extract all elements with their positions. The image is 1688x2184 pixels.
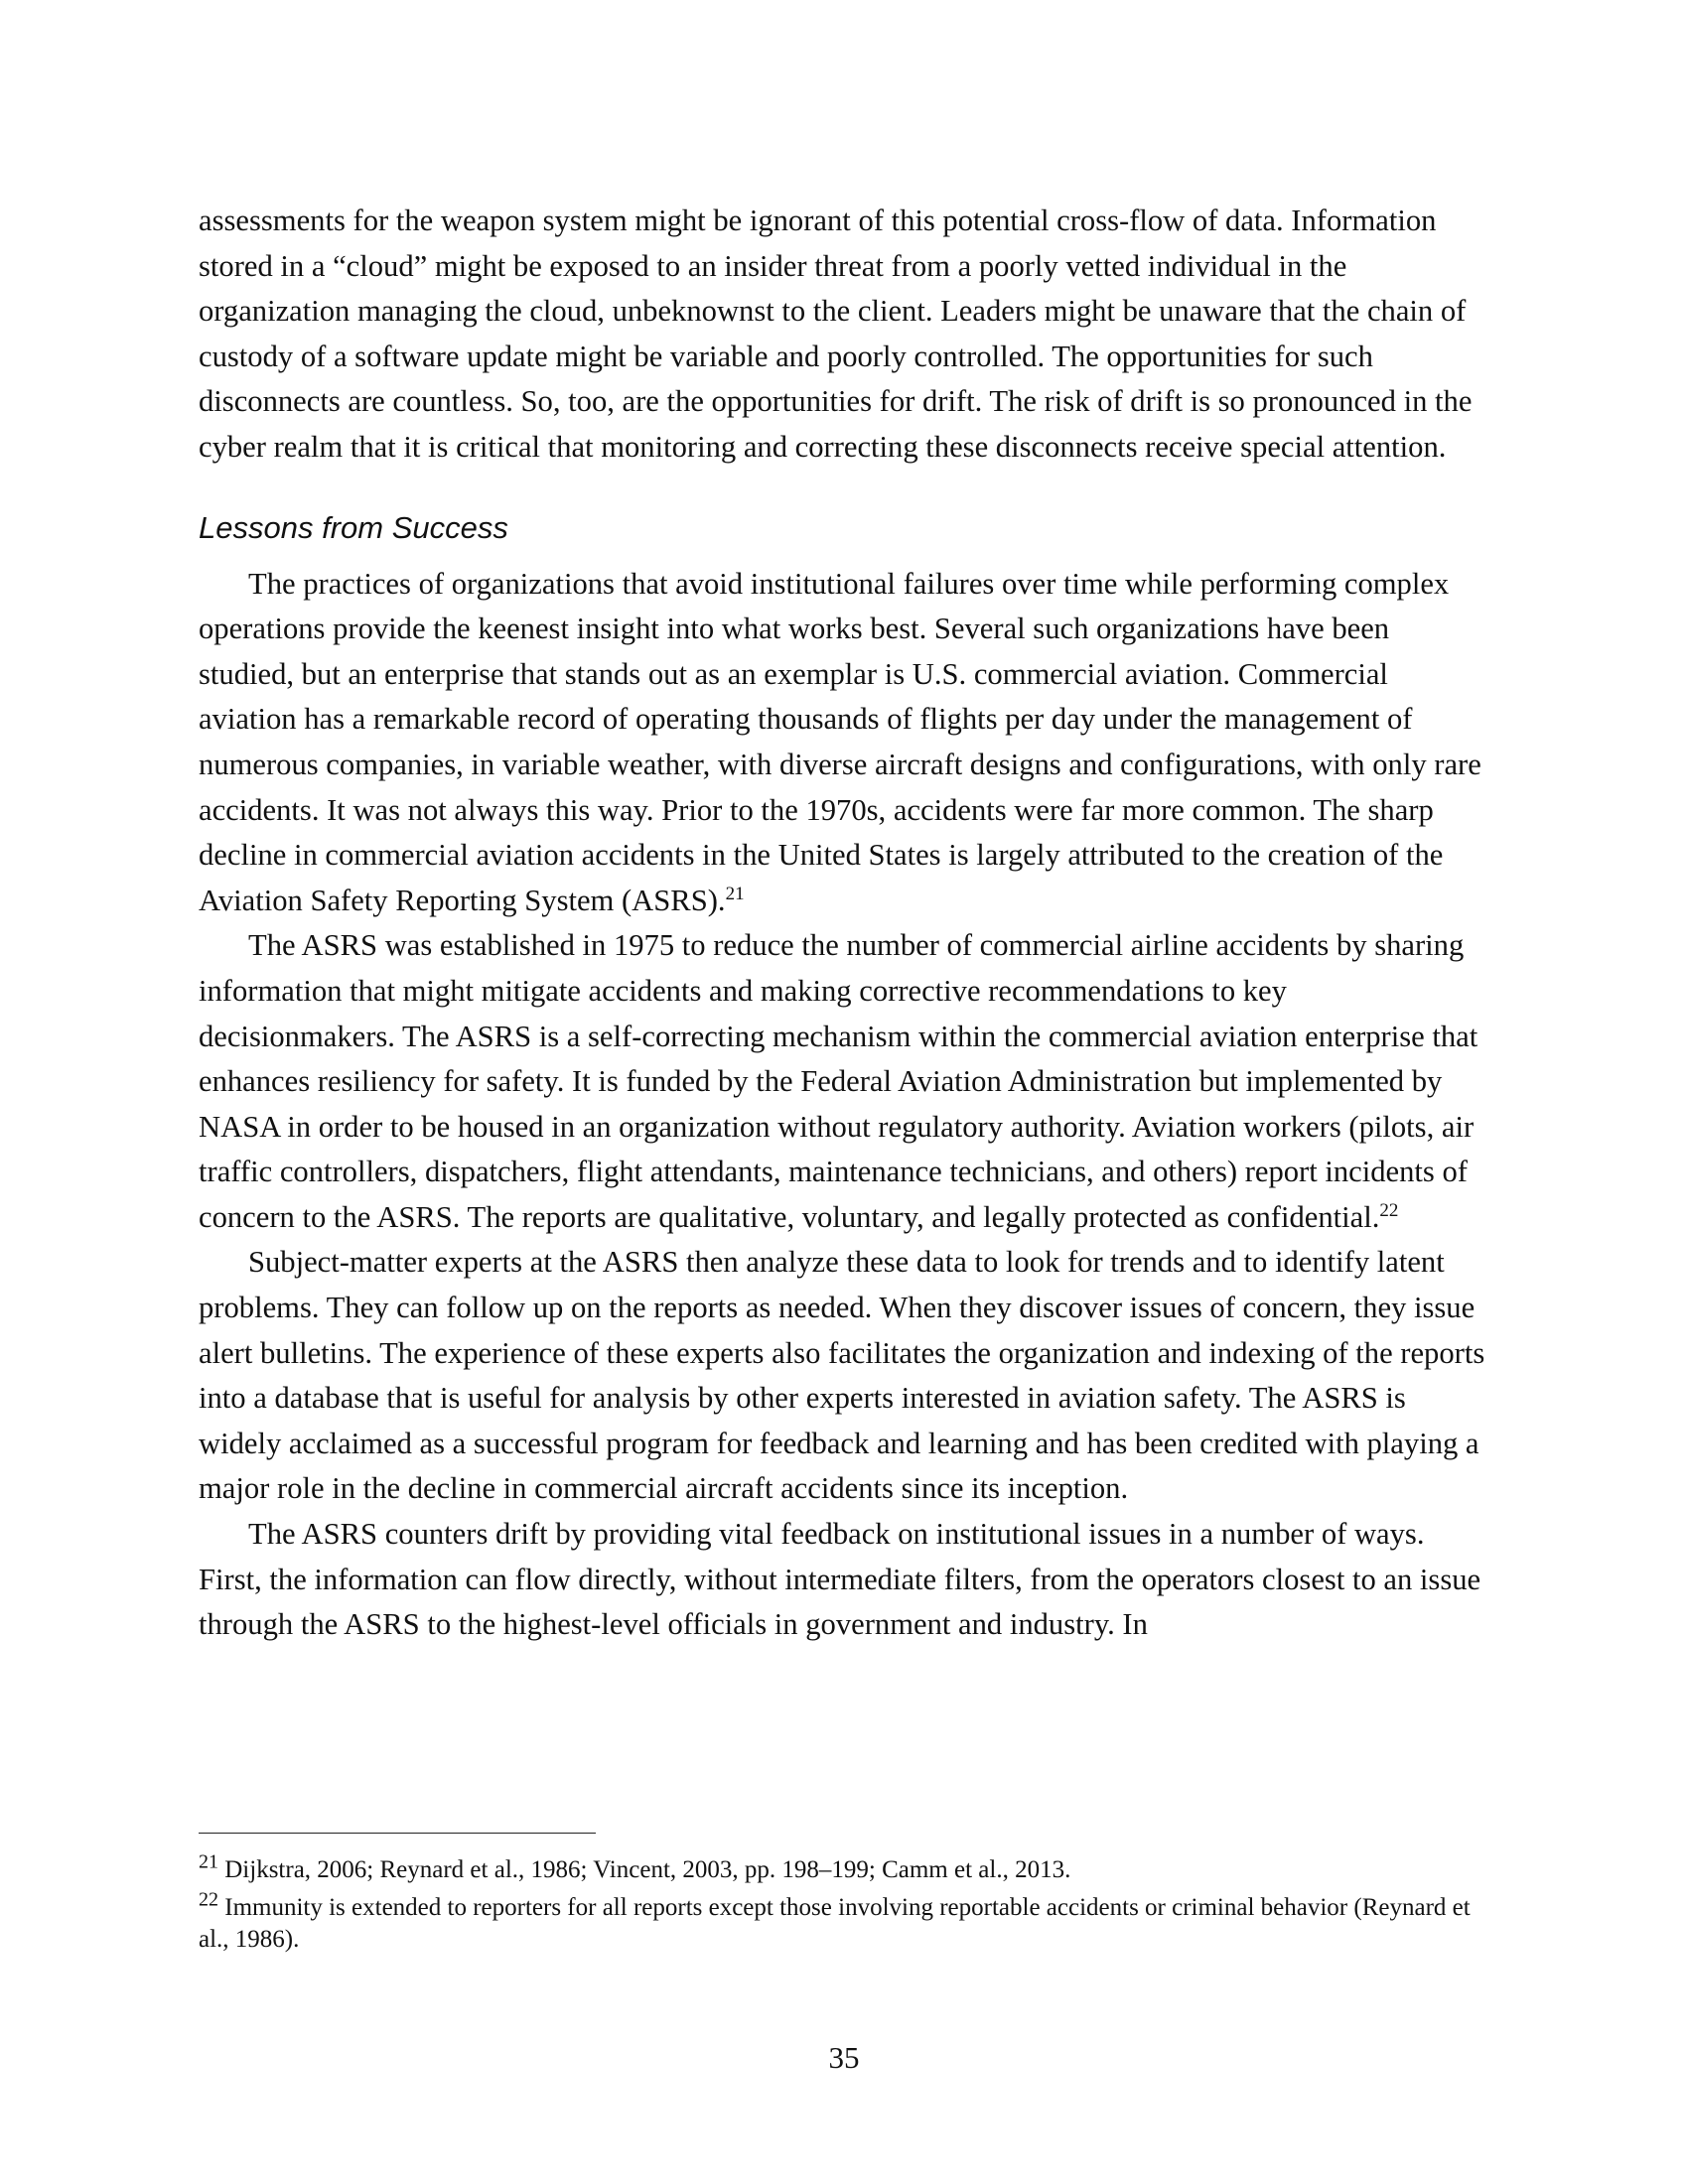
intro-paragraph: assessments for the weapon system might be ignorant of this potential cross-flow of data. Information stored in a “cloud” might be exposed to an insider threat from a poorly vetted individual in the organization managing the cloud, unbeknownst to the client. Leaders might be unaware that the chain of custody of a software update might be variable and poorly controlled. The opportunities for such disconnects are countless. So, too, are the opportunities for drift. The risk of drift is so pronounced in the cyber realm that it is critical that monitoring and correcting these disconnects receive special attention. xyxy=(199,204,1473,464)
page-number: 35 xyxy=(828,2040,860,2075)
section-heading: Lessons from Success xyxy=(199,509,508,545)
footnote-22 xyxy=(199,1888,1489,1956)
paragraph-2 xyxy=(199,923,1489,1240)
footnote-ref-22[interactable]: 22 xyxy=(1379,1199,1399,1221)
footnote-text: Dijkstra, 2006; Reynard et al., 1986; Vincent, 2003, pp. 198–199; Camm et al., 2013. xyxy=(224,1856,1071,1883)
footnote-21 xyxy=(199,1850,1489,1886)
footnote-number: 22 xyxy=(199,1888,218,1911)
footnote-ref-21[interactable]: 21 xyxy=(725,883,745,904)
footnote-number: 21 xyxy=(199,1850,218,1873)
paragraph-1-text: The practices of organizations that avoid institutional failures over time while performing complex operations provide the keenest insight into what works best. Several such organizations have been studied, but an enterprise that stands out as an exemplar is U.S. commercial aviation. Commercial aviation has a remarkable record of operating thousands of flights per day under the management of numerous companies, in variable weather, with diverse aircraft designs and configurations, with only rare accidents. It was not always this way. Prior to the 1970s, accidents were far more common. The sharp decline in commercial aviation accidents in the United States is largely attributed to the creation of the Aviation Safety Reporting System (ASRS). xyxy=(199,566,1481,917)
footnote-divider xyxy=(199,1833,596,1834)
paragraph-3: Subject-matter experts at the ASRS then analyze these data to look for trends and to identify latent problems. They can follow up on the reports as needed. When they discover issues of concern, they issue alert bulletins. The experience of these experts also facilitates the organization and indexing of the reports into a database that is useful for analysis by other experts interested in aviation safety. The ASRS is widely acclaimed as a successful program for feedback and learning and has been credited with playing a major role in the decline in commercial aircraft accidents since its inception. xyxy=(199,1245,1485,1506)
footnote-text: Immunity is extended to reporters for all reports except those involving reportable accidents or criminal behavior (Reynard et al., 1986). xyxy=(199,1894,1471,1953)
page-body xyxy=(199,199,1489,1648)
footnotes xyxy=(199,1850,1489,1962)
paragraph-2-text: The ASRS was established in 1975 to reduce the number of commercial airline accidents by sharing information that might mitigate accidents and making corrective recommendations to key decisionmakers. The ASRS is a self-correcting mechanism within the commercial aviation enterprise that enhances resiliency for safety. It is funded by the Federal Aviation Administration but implemented by NASA in order to be housed in an organization without regulatory authority. Aviation workers (pilots, air traffic controllers, dispatchers, flight attendants, maintenance technicians, and others) report incidents of concern to the ASRS. The reports are qualitative, voluntary, and legally protected as confidential. xyxy=(199,928,1478,1234)
paragraph-4: The ASRS counters drift by providing vital feedback on institutional issues in a number of ways. First, the information can flow directly, without intermediate filters, from the operators closest to an issue through the ASRS to the highest-level officials in government and industry. In xyxy=(199,1517,1481,1642)
paragraph-1 xyxy=(199,562,1489,924)
